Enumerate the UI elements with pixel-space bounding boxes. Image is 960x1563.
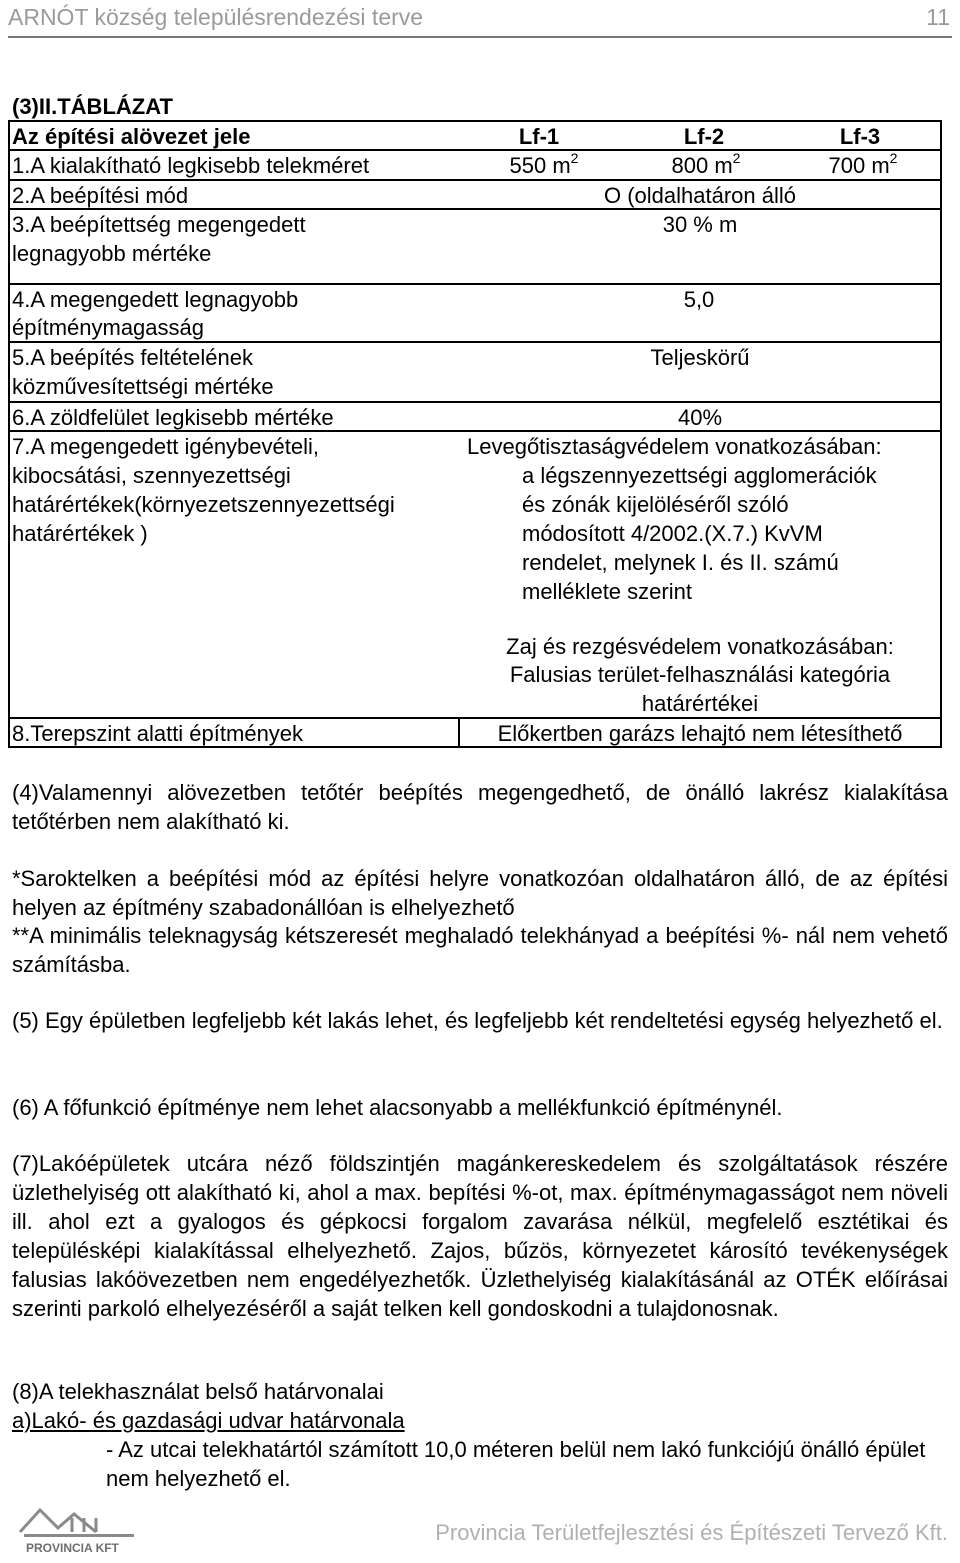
air-quality-text: melléklete szerint: [522, 579, 692, 604]
air-quality-text: és zónák kijelöléséről szóló: [522, 492, 789, 517]
row-value: 700 $m^2$: [828, 149, 898, 178]
table-rule: [458, 717, 460, 748]
page-header: [0, 0, 960, 40]
air-quality-text: rendelet, melynek I. és II. számú: [522, 550, 839, 575]
row-value: 5,0: [683, 287, 715, 312]
paragraph-8-title: (8)A telekhasználat belső határvonalai: [12, 1379, 384, 1404]
noise-text: Zaj és rezgésvédelem vonatkozásában:: [506, 634, 894, 659]
paragraph-5: (5) Egy épületben legfeljebb két lakás lehet, és legfeljebb két rendeltetési egység helyezhető el.: [12, 1008, 943, 1033]
footer-company: Provincia Területfejlesztési és Építészeti Tervező Kft.: [435, 1520, 948, 1545]
document-title: ARNÓT község településrendezési terve: [8, 4, 424, 30]
row-value: 550 $m^2$: [509, 149, 579, 178]
noise-text: Falusias terület-felhasználási kategória: [509, 662, 891, 687]
row-label: legnagyobb mértéke: [12, 241, 212, 266]
provincia-logo: [12, 1488, 162, 1558]
row-value: 800 $m^2$: [671, 149, 741, 178]
footnote-2: **A minimális teleknagyság kétszeresét meghaladó telekhányad a beépítési %- nál nem vehető számításba.: [12, 923, 948, 977]
paragraph-7: (7)Lakóépületek utcára néző földszintjén magánkereskedelem és szolgáltatások részére üzlethelyiség ott alakítható ki, ahol a max. bepítési %-ot, max. építménymagasságot nem növeli ill. ahol ezt a gyalogos és gépkocsi forgalom zavarása nélkül, megfelelő esztétikai és településképi kialakítással elhelyezhető. Zajos, bűzös, környezetet károsító tevékenységek falusias lakóövezetben nem engedélyezhetők. Üzlethelyiség kialakításánál az OTÉK előírásai szerinti parkoló elhelyezéséről a saját telken kell gondoskodni a tulajdonosnak.: [12, 1151, 948, 1321]
row-label: 4.A megengedett legnagyobb: [12, 287, 299, 312]
row-value: Teljeskörű: [650, 345, 750, 370]
column-header: Lf-3: [839, 124, 881, 149]
row-value: Előkertben garázs lehajtó nem létesíthető: [497, 721, 903, 746]
column-header: Lf-2: [683, 124, 725, 149]
row-label: 1.A kialakítható legkisebb telekméret: [12, 153, 370, 178]
row-value: 30 % m: [662, 212, 738, 237]
row-label: 8.Terepszint alatti építmények: [12, 721, 304, 746]
column-header: Lf-1: [518, 124, 560, 149]
row-value: O (oldalhatáron álló: [603, 183, 797, 208]
table-rule: [940, 120, 942, 748]
air-quality-text: a légszennyezettségi agglomerációk: [522, 463, 877, 488]
row-label: határértékek(környezetszennyezettségi: [12, 492, 395, 517]
table-caption: (3)II.TÁBLÁZAT: [12, 94, 173, 119]
table-rule: [8, 120, 10, 748]
svg-text:PROVINCIA KFT: PROVINCIA KFT: [26, 1541, 119, 1555]
row-label: 7.A megengedett igénybevételi,: [12, 434, 320, 459]
paragraph-6: (6) A főfunkció építménye nem lehet alacsonyabb a mellékfunkció építménynél.: [12, 1095, 783, 1120]
row-label: határértékek ): [12, 521, 148, 546]
row-label: 6.A zöldfelület legkisebb mértéke: [12, 405, 334, 430]
header-rule: [8, 36, 952, 38]
air-quality-text: Levegőtisztaságvédelem vonatkozásában:: [467, 434, 882, 459]
row-label: 3.A beépítettség megengedett: [12, 212, 306, 237]
row-label: közművesítettségi mértéke: [12, 374, 274, 399]
row-value: 40%: [677, 405, 723, 430]
noise-text: határértékei: [641, 691, 759, 716]
air-quality-text: módosított 4/2002.(X.7.) KvVM: [522, 521, 823, 546]
paragraph-4: (4)Valamennyi alövezetben tetőtér beépítés megengedhető, de önálló lakrész kialakítása tetőtérben nem alakítható ki.: [12, 780, 948, 834]
list-item: - Az utcai telekhatártól számított 10,0 méteren belül nem lakó funkciójú önálló épület nem helyezhető el.: [106, 1437, 926, 1491]
row-label: építménymagasság: [12, 315, 204, 340]
table-head-label: Az építési alövezet jele: [12, 124, 251, 149]
row-label: 2.A beépítési mód: [12, 183, 189, 208]
page-number: 11: [926, 4, 950, 30]
footnote-1: *Saroktelken a beépítési mód az építési helyre vonatkozóan oldalhatáron álló, de az építési helyen az építmény szabadonállóan is elhelyezhető: [12, 866, 948, 920]
paragraph-8-subtitle: a)Lakó- és gazdasági udvar határvonala: [12, 1408, 405, 1433]
row-label: kibocsátási, szennyezettségi: [12, 463, 291, 488]
row-label: 5.A beépítés feltételének: [12, 345, 253, 370]
